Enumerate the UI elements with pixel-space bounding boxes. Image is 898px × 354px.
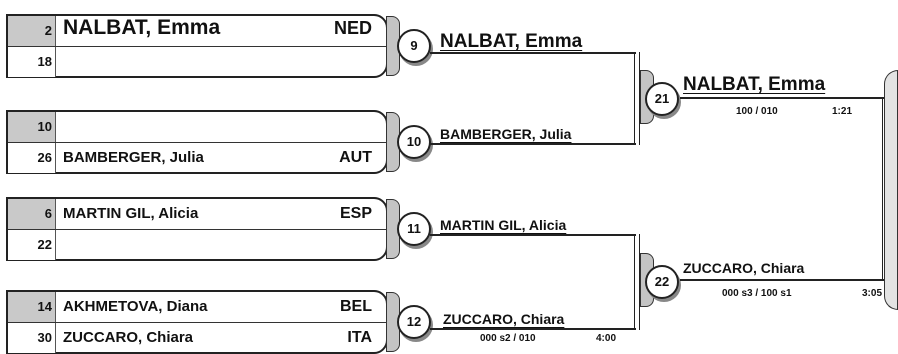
winner-name: ZUCCARO, Chiara (683, 260, 805, 276)
winner-name: NALBAT, Emma (683, 74, 826, 95)
winner-name: BAMBERGER, Julia (440, 126, 572, 142)
match-score: 000 s2 / 010 (480, 333, 536, 344)
bracket-line (430, 234, 636, 236)
match-time: 1:21 (832, 106, 853, 117)
competitor-name: AKHMETOVA, Diana (63, 298, 208, 315)
bracket-line (680, 279, 884, 281)
bracket-line (430, 143, 636, 145)
seed-number: 10 (8, 112, 56, 142)
bracket-line (680, 97, 884, 99)
seed-number: 26 (8, 143, 56, 173)
match-number-21[interactable]: 21 (645, 82, 679, 116)
match-number-9[interactable]: 9 (397, 29, 431, 63)
match-score: 000 s3 / 100 s1 (722, 288, 792, 299)
country-code: ESP (339, 205, 372, 222)
match-number-12[interactable]: 12 (397, 305, 431, 339)
competitor-row[interactable] (8, 230, 386, 260)
competitor-row[interactable] (8, 199, 386, 230)
match-number-11[interactable]: 11 (397, 212, 431, 246)
country-code: BEL (340, 298, 372, 315)
match-number-10[interactable]: 10 (397, 125, 431, 159)
pool-pair-1 (6, 14, 388, 78)
competitor-name: BAMBERGER, Julia (63, 149, 204, 166)
seed-number: 18 (8, 47, 56, 77)
competitor-row[interactable] (8, 292, 386, 323)
seed-number: 14 (8, 292, 56, 322)
bracket-line (430, 328, 636, 330)
match-time: 3:05 (862, 288, 883, 299)
competitor-name: MARTIN GIL, Alicia (63, 205, 199, 222)
pool-pair-2 (6, 110, 388, 174)
winner-name: ZUCCARO, Chiara (443, 311, 565, 327)
competitor-row[interactable] (8, 47, 386, 77)
seed-number: 2 (8, 16, 56, 46)
competitor-row[interactable] (8, 143, 386, 173)
country-code: NED (333, 18, 372, 38)
competitor-row[interactable] (8, 112, 386, 143)
seed-number: 6 (8, 199, 56, 229)
competitor-name: ZUCCARO, Chiara (63, 329, 194, 346)
match-score: 100 / 010 (736, 106, 778, 117)
bracket-connector-tab (884, 70, 898, 310)
winner-name: NALBAT, Emma (440, 31, 583, 52)
bracket-line (430, 52, 636, 54)
competitor-row[interactable] (8, 323, 386, 353)
pool-pair-3 (6, 197, 388, 261)
pool-pair-4 (6, 290, 388, 354)
match-number-22[interactable]: 22 (645, 265, 679, 299)
competitor-row[interactable] (8, 16, 386, 47)
winner-name: MARTIN GIL, Alicia (440, 217, 567, 233)
country-code: AUT (339, 149, 372, 166)
country-code: ITA (347, 329, 372, 346)
seed-number: 30 (8, 323, 56, 353)
competitor-name: NALBAT, Emma (63, 16, 221, 39)
match-time: 4:00 (596, 333, 617, 344)
seed-number: 22 (8, 230, 56, 260)
